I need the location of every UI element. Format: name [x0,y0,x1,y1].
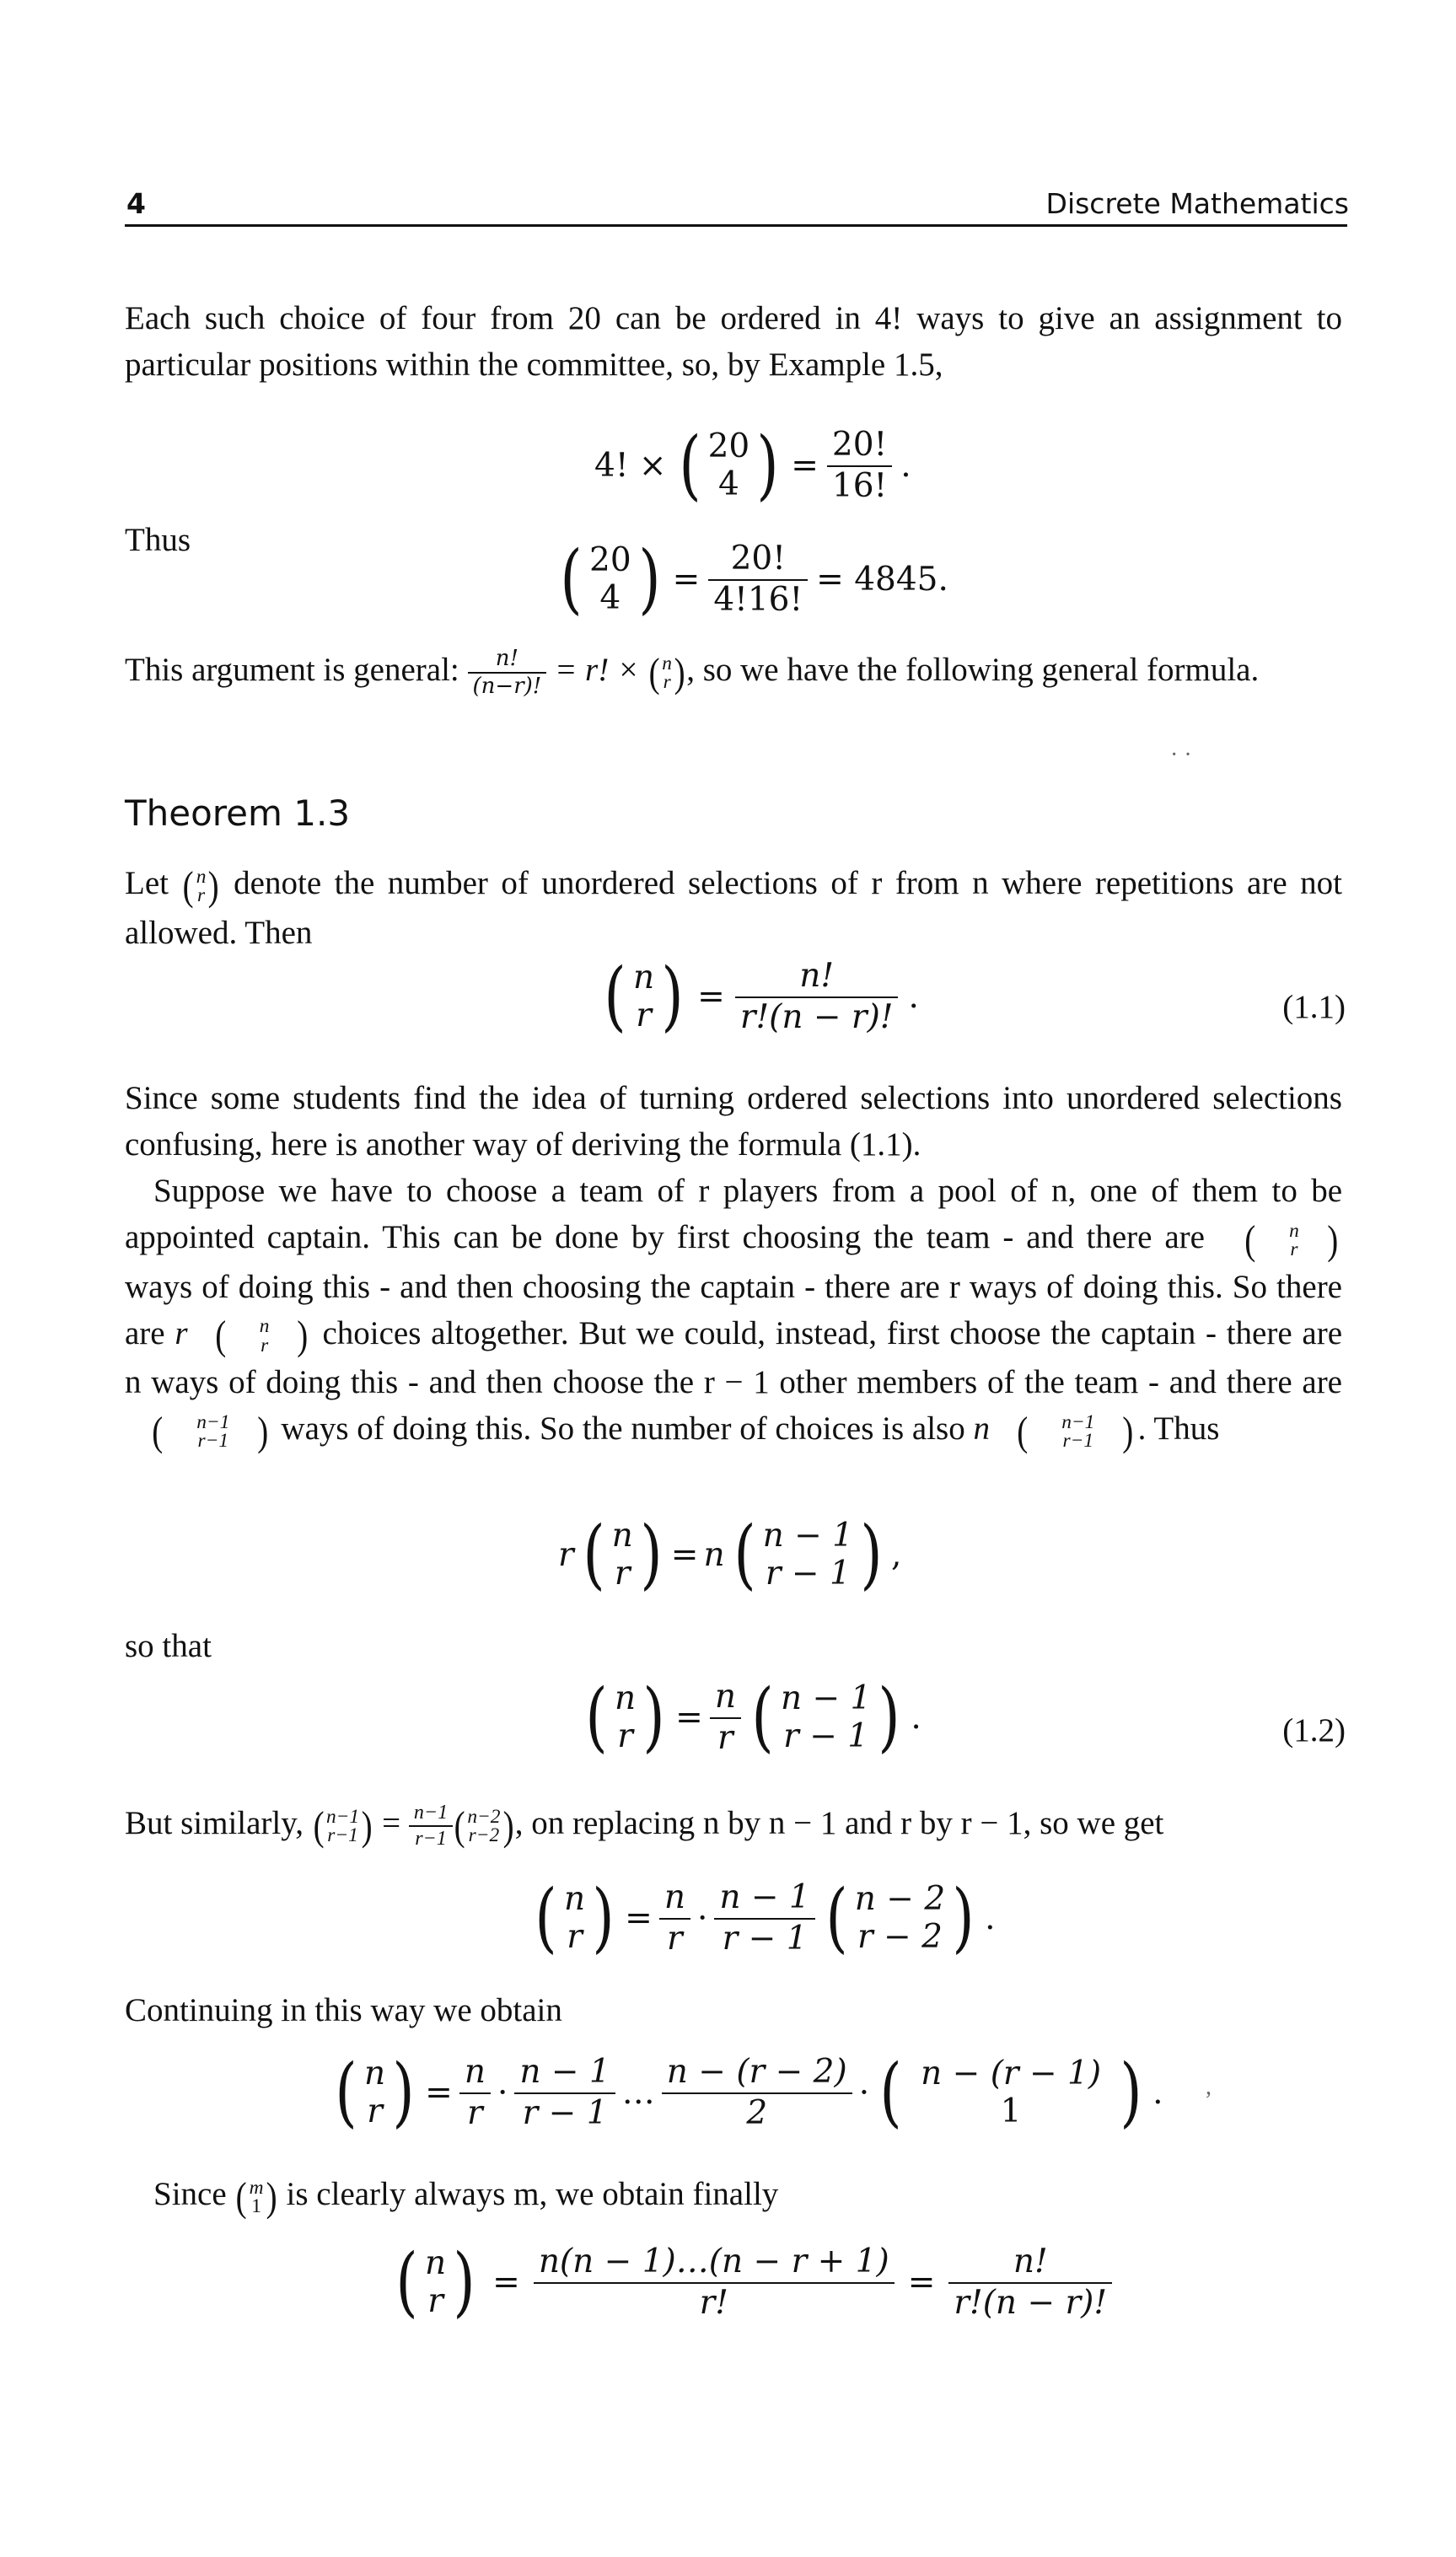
since-sentence: Since ( m 1 ) is clearly always m, we obtain finally [153,2174,779,2220]
header-rule [125,224,1347,227]
scan-mark: , [1206,2074,1212,2100]
equation-captain-identity: r ( n r ) = n ( n − 1 r − 1 ) , [558,1511,902,1598]
thus-label: Thus [125,522,191,558]
running-title: Discrete Mathematics [1045,187,1349,220]
theorem-heading: Theorem 1.3 [125,792,351,834]
equation-1-2: ( n r ) = $\frac{n}{r}$ ( n − 1 r − 1 ) . [585,1673,921,1761]
equation-final: ( n r ) = $\frac{n(n - 1)\dots(n - r + 1)}{r!}$ = $\frac{n!}{r!(n - r)!}$ [392,2243,1112,2323]
eq1-fraction: $\frac{20!}{16!}$ [827,426,892,507]
eq2-result: = 4845. [816,561,948,599]
equation-4845: ( 20 4 ) = $\frac{20!}{4!16!}$ = 4845. [556,540,948,620]
gen-rhs: = r! × [554,652,640,689]
page-number: 4 [126,187,146,220]
paragraph-intro: Each such choice of four from 20 can be ordered in 4! ways to give an assignment to particular positions within the committee, so, by Example 1.5, [125,300,1342,383]
eq1-lhs: 4! × [594,447,667,486]
gen-fraction: $\frac{n!}{(n-r)!}$ [468,646,547,700]
equation-label-1-2: (1.2) [1282,1712,1346,1749]
so-that-label: so that [125,1628,212,1664]
p2-start: This argument is general: [125,652,459,689]
p2-end: so we have the following general formula. [702,652,1260,689]
equation-ordered-selection: 4! × ( 20 4 ) = $\frac{20!}{16!}$ . [594,421,911,509]
paragraph-general: This argument is general: $\frac{n!}{(n-r)!}$ = r! × ( n r ) , so we have the following general formula. [125,646,1260,700]
binom-20-4-b: ( 20 4 ) [560,534,661,623]
binom-20-4: ( 20 4 ) [678,421,779,509]
equation-1-1: ( n r ) = $\frac{n!}{r!(n - r)!}$ . [604,952,919,1040]
scan-dots: · · [1170,742,1192,768]
paragraph-similarly: But similarly, ( n−1 r−1 ) = $\frac{n-1}{r-1}$ ( n−2 r−2 ) , on replacing n by n − 1 and r by r − 1, so we get [125,1802,1164,1851]
eq2-fraction: $\frac{20!}{4!16!}$ [708,540,808,620]
equation-label-1-1: (1.1) [1282,989,1346,1025]
equation-second-step: ( n r ) = $\frac{n}{r}$ · $\frac{n - 1}{r - 1}$ ( n − 2 r − 2 ) . [535,1873,996,1962]
paragraph-team-argument: Suppose we have to choose a team of r players from a pool of n, one of them to be appointed captain. This can be done by first choosing the team - and there are ( n r ) ways of doing this - and then choosing the captain - there are r ways of doing this. So there are r ( n r ) choices altogether. But we could, instead, first choose the captain - there are n ways of doing this - and then choose the r − 1 other members of the team - and there are ( n−1 r−1 ) ways of doing this. So the number of choices is also n ( n−1 r−1 ) . Thus [125,1173,1343,1454]
continuing-label: Continuing in this way we obtain [125,1992,562,2028]
equation-expansion: ( n r ) = $\frac{n}{r}$ · $\frac{n - 1}{r - 1}$ … $\frac{n - (r - 2)}{2}$ · ( n − (r − 1) 1 ) . [335,2048,1163,2136]
theorem-statement: Let ( n r ) denote the number of unordered selections of r from n where repetitions are not allowed. Then [125,862,1343,951]
paragraph-students: Since some students find the idea of turning ordered selections into unordered selections confusing, here is another way of deriving the formula (1.1). [125,1080,1342,1163]
